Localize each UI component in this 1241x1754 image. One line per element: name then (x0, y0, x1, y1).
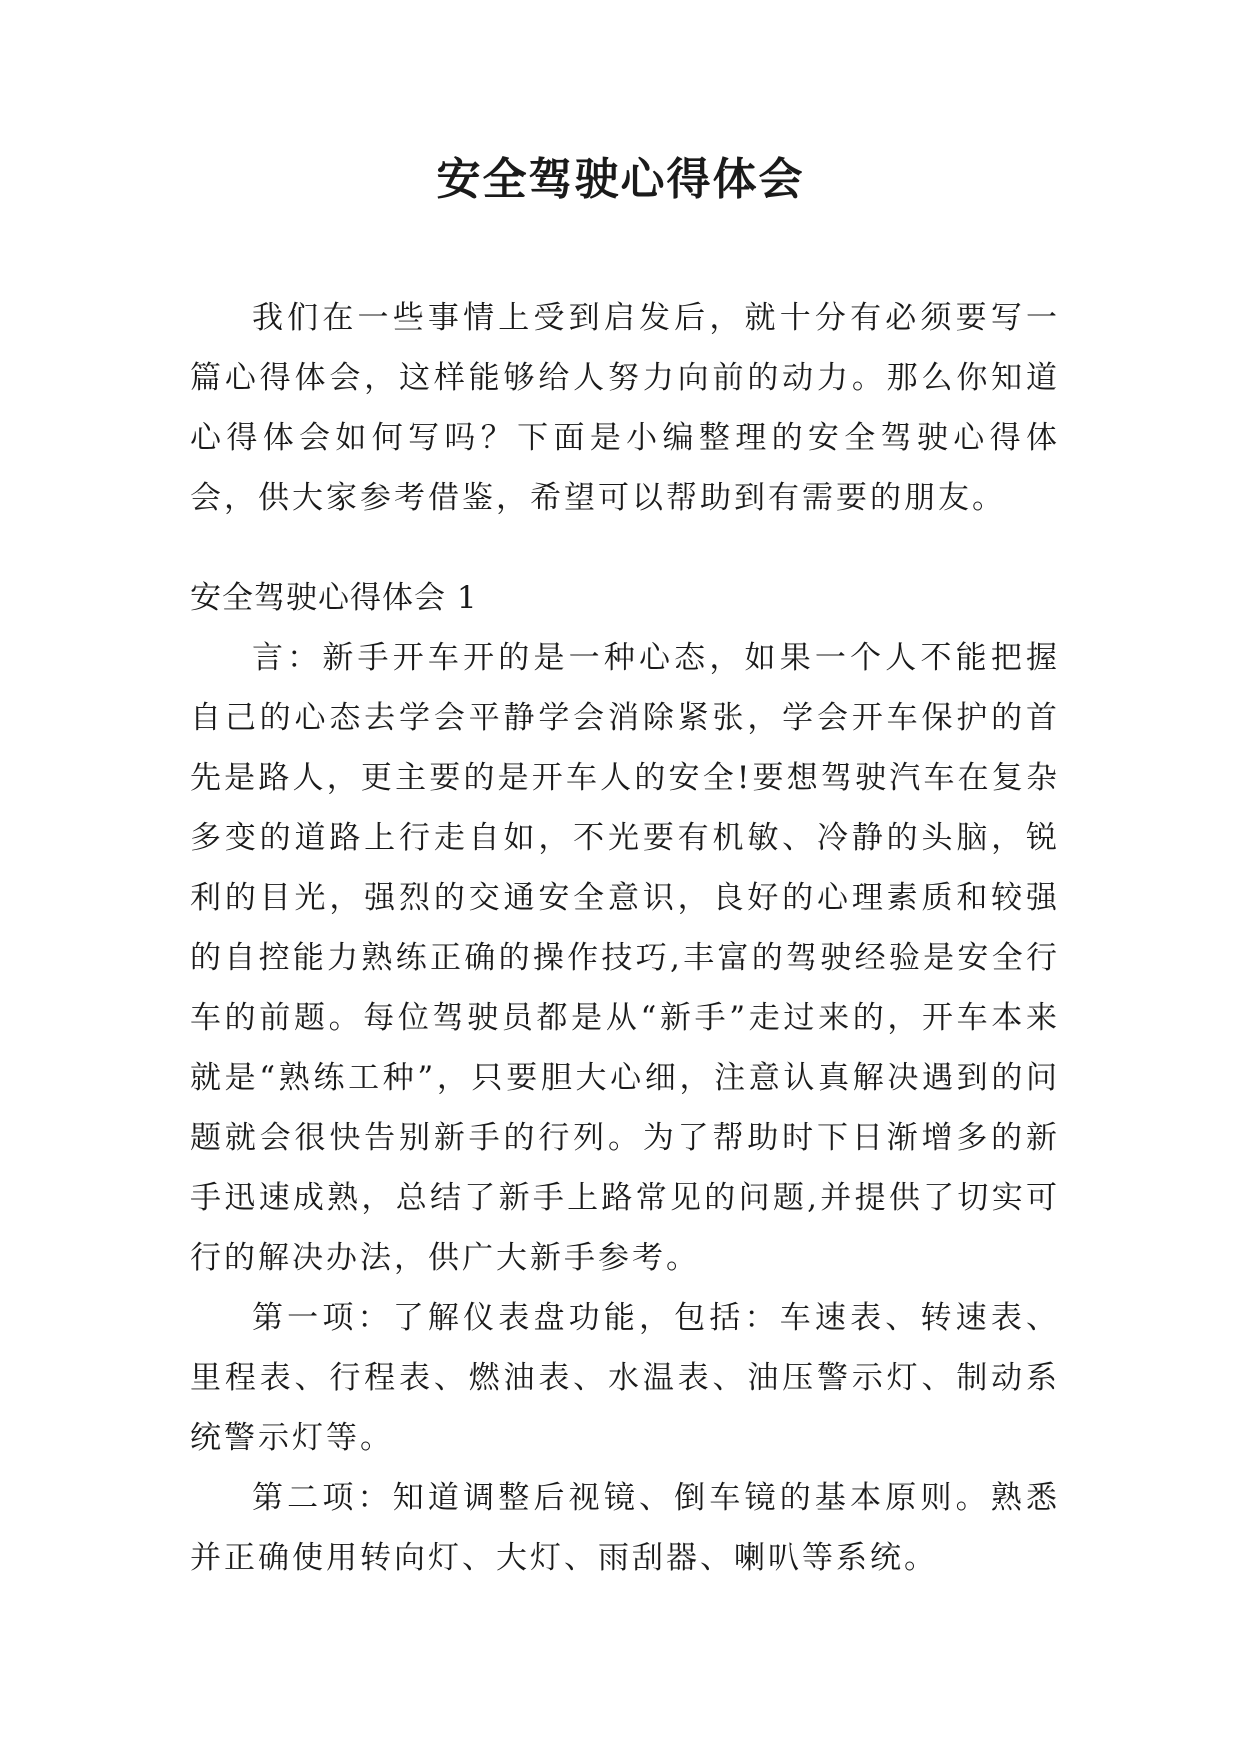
intro-paragraph: 我们在一些事情上受到启发后，就十分有必须要写一篇心得体会，这样能够给人努力向前的动力。那么你知道心得体会如何写吗？下面是小编整理的安全驾驶心得体会，供大家参考借鉴，希望可以帮助到有需要的朋友。 (190, 300, 1060, 516)
body-paragraph-1: 言：新手开车开的是一种心态，如果一个人不能把握自己的心态去学会平静学会消除紧张，学会开车保护的首先是路人，更主要的是开车人的安全!要想驾驶汽车在复杂多变的道路上行走自如，不光要有机敏、冷静的头脑，锐利的目光，强烈的交通安全意识，良好的心理素质和较强的自控能力熟练正确的操作技巧,丰富的驾驶经验是安全行车的前题。每位驾驶员都是从“新手”走过来的，开车本来就是“熟练工种”，只要胆大心细，注意认真解决遇到的问题就会很快告别新手的行列。为了帮助时下日渐增多的新手迅速成熟，总结了新手上路常见的问题,并提供了切实可行的解决办法，供广大新手参考。 (190, 640, 1060, 1276)
page-title: 安全驾驶心得体会 (436, 154, 805, 205)
body-paragraph-3: 第二项：知道调整后视镜、倒车镜的基本原则。熟悉并正确使用转向灯、大灯、雨刮器、喇叭等系统。 (190, 1480, 1060, 1576)
body-paragraph-2: 第一项：了解仪表盘功能，包括：车速表、转速表、里程表、行程表、燃油表、水温表、油压警示灯、制动系统警示灯等。 (190, 1300, 1060, 1456)
document-body (190, 288, 1060, 1588)
section-heading: 安全驾驶心得体会 1 (190, 580, 478, 616)
